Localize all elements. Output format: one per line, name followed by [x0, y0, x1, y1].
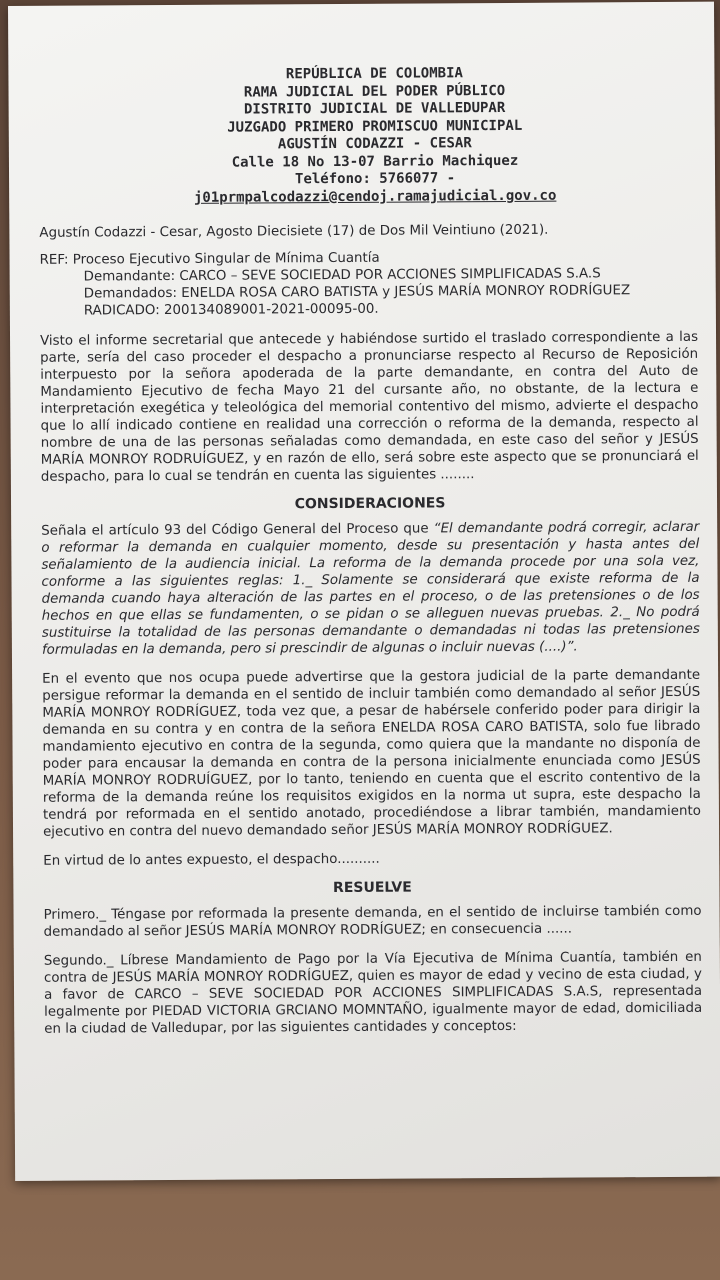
document-sheet	[8, 2, 720, 1181]
header-email: j01prmpalcodazzi@cendoj.ramajudicial.gov.co	[193, 187, 557, 206]
document-date: Agustín Codazzi - Cesar, Agosto Diecisiete (17) de Dos Mil Veintiuno (2021).	[39, 222, 549, 241]
ref-radicado: RADICADO: 200134089001-2021-00095-00.	[83, 301, 379, 319]
document-body	[39, 221, 702, 1050]
header-address: Calle 18 No 13-07 Barrio Machiquez	[231, 152, 519, 171]
resolution-segundo: Segundo._ Líbrese Mandamiento de Pago por la Vía Ejecutiva de Mínima Cuantía, también en contra de JESÚS MARÍA MONROY RODRÍGUEZ, quien es mayor de edad y vecino de esta ciudad, y a favor de CARCO – SEVE SOCIEDAD POR ACCIONES SIMPLIFICADAS S.A.S, representada legalmente por PIEDAD VICTORIA GRCIANO MOMNTAÑO, igualmente mayor de edad, domiciliada en la ciudad de Valledupar, por las siguientes cantidades y conceptos:	[43, 949, 703, 1037]
paragraph-articulo-93	[41, 519, 700, 659]
paragraph-evento: En el evento que nos ocupa puede advertirse que la gestora judicial de la parte demandante persigue reformar la demanda en el sentido de incluir también como demandado al señor JESÚS MARÍA MONROY RODRÍGUEZ, toda vez que, a pesar de habérsele conferido poder para dirigir la demanda en su contra y en contra de la señora ENELDA ROSA CARO BATISTA, solo fue librado mandamiento ejecutivo en contra de la segunda, como quiera que la mandante no disponía de poder para encausar la demanda en contra de la persona inicialmente enunciada como JESÚS MARÍA MONROY RODRUÍGUEZ, por lo tanto, teniendo en cuenta que el escrito contentivo de la reforma de la demanda reúne los requisitos exigidos en la norma ut supra, este despacho la tendrá por reformada en el sentido anotado, procediéndose a librar también, mandamiento ejecutivo en contra del nuevo demandado señor JESÚS MARÍA MONROY RODRÍGUEZ.	[42, 667, 701, 840]
paragraph-en-virtud: En virtud de lo antes expuesto, el despacho..........	[43, 851, 380, 869]
header-court: JUZGADO PRIMERO PROMISCUO MUNICIPAL	[227, 117, 523, 136]
article-quote: “El demandante podrá corregir, aclarar o reformar la demanda en cualquier momento, desde su presentación y hasta antes del señalamiento de la audiencia inicial. La reforma de la demanda procede por una sola vez, conforme a las siguientes reglas: 1._ Solamente se considerará que existe reforma de la demanda cuando haya alteración de las partes en el proceso, o de las pretensiones o de los hechos en que ellas se fundamenten, o se pidan o se alleguen nuevas pruebas. 2._ No podrá sustituirse la totalidad de las personas demandante o demandadas ni todas las pretensiones formuladas en la demanda, pero si prescindir de algunas o incluir nuevas (....)”.	[41, 519, 700, 658]
ref-process: REF: Proceso Ejecutivo Singular de Mínima Cuantía	[39, 250, 380, 268]
heading-resuelve: RESUELVE	[332, 879, 412, 897]
court-header	[8, 64, 715, 208]
header-branch: RAMA JUDICIAL DEL PODER PÚBLICO	[243, 82, 506, 101]
ref-demandante: Demandante: CARCO – SEVE SOCIEDAD POR ACCIONES SIMPLIFICADAS S.A.S	[83, 266, 601, 285]
header-country: REPÚBLICA DE COLOMBIA	[285, 65, 463, 83]
ref-demandados: Demandados: ENELDA ROSA CARO BATISTA y JESÚS MARÍA MONROY RODRÍGUEZ	[83, 283, 631, 302]
heading-consideraciones: CONSIDERACIONES	[294, 495, 446, 513]
header-city: AGUSTÍN CODAZZI - CESAR	[277, 135, 472, 153]
reference-block	[40, 248, 698, 320]
paragraph-visto: Visto el informe secretarial que antecede y habiéndose surtido el traslado correspondiente a las parte, sería del caso proceder el despacho a pronunciarse respecto al Recurso de Reposición interpuesto por la señora apoderada de la parte demandante, en contra del Auto de Mandamiento Ejecutivo de fecha Mayo 21 del cursante año, no obstante, de la lectura e interpretación exegética y teleológica del memorial contentivo del mismo, advierte el despacho que lo allí indicado contiene en realidad una corrección o reforma de la demanda, respecto al nombre de una de las personas señaladas como demandada, en este caso del señor y JESÚS MARÍA MONROY RODRUÍGUEZ, y en razón de ello, será sobre este aspecto que se pronunciará el despacho, para lo cual se tendrán en cuenta las siguientes ........	[40, 329, 699, 485]
resolution-primero: Primero._ Téngase por reformada la presente demanda, en el sentido de incluirse también como demandado al señor JESÚS MARÍA MONROY RODRÍGUEZ; en consecuencia ......	[43, 903, 702, 940]
header-district: DISTRITO JUDICIAL DE VALLEDUPAR	[243, 99, 506, 118]
article-intro: Señala el artículo 93 del Código General del Proceso que	[41, 521, 434, 539]
header-phone: Teléfono: 5766077 -	[294, 170, 456, 188]
